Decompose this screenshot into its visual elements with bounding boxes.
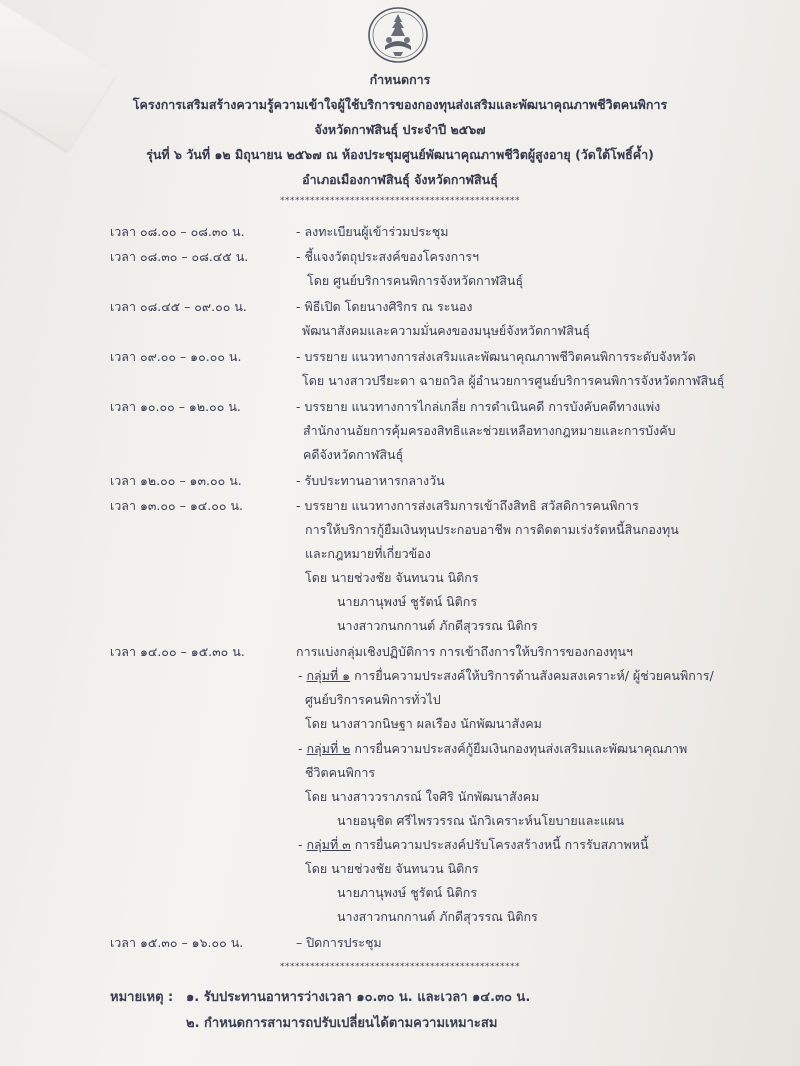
agenda-item: - พิธีเปิด โดยนางศิริกร ณ ระนอง — [296, 299, 473, 314]
speaker: นายภานุพงษ์ ชูรัตน์ นิติกร — [337, 885, 478, 900]
speaker: นางสาวกนกกานต์ ภักดีสุวรรณ นิติกร — [337, 909, 538, 924]
speaker: โดย นายช่วงชัย จันทนวน นิติกร — [305, 861, 479, 876]
agenda-item: - บรรยาย แนวทางการส่งเสริมและพัฒนาคุณภาพชีวิตคนพิการระดับจังหวัด — [296, 349, 696, 364]
agenda-item: - รับประทานอาหารกลางวัน — [296, 473, 445, 488]
agenda-detail: ศูนย์บริการคนพิการทั่วไป — [305, 692, 441, 707]
star-divider-top: ************************************************ — [280, 196, 520, 206]
agenda-detail: คดีจังหวัดกาฬสินธุ์ — [303, 447, 404, 462]
group-1: - กลุ่มที่ ๑ การยื่นความประสงค์ให้บริการด้านสังคมสงเคราะห์/ ผู้ช่วยคนพิการ/ — [298, 668, 714, 683]
group-2: - กลุ่มที่ ๒ การยื่นความประสงค์กู้ยืมเงินกองทุนส่งเสริมและพัฒนาคุณภาพ — [298, 741, 688, 756]
speaker: นายอนุชิต ศรีไพรวรรณ นักวิเคราะห์นโยบายและแผน — [337, 813, 625, 828]
agenda-item: - บรรยาย แนวทางการไกล่เกลี่ย การดำเนินคดี การบังคับคดีทางแพ่ง — [296, 399, 661, 414]
note-1: ๑. รับประทานอาหารว่างเวลา ๑๐.๓๐ น. และเวลา ๑๔.๓๐ น. — [186, 990, 531, 1005]
time-slot: เวลา ๐๘.๔๕ – ๐๙.๐๐ น. — [110, 299, 247, 314]
agenda-detail: การให้บริการกู้ยืมเงินทุนประกอบอาชีพ การติดตามเร่งรัดหนี้สินกองทุน — [305, 522, 679, 537]
group-label: กลุ่มที่ ๓ — [306, 837, 351, 852]
speaker: โดย นางสาววราภรณ์ ใจศิริ นักพัฒนาสังคม — [305, 789, 540, 804]
project-name: โครงการเสริมสร้างความรู้ความเข้าใจผู้ใช้บริการของกองทุนส่งเสริมและพัฒนาคุณภาพชีวิตคนพิการ — [132, 97, 668, 112]
agenda-detail: สำนักงานอัยการคุ้มครองสิทธิและช่วยเหลือทางกฎหมายและการบังคับ — [303, 423, 676, 438]
speaker: โดย นายช่วงชัย จันทนวน นิติกร — [305, 570, 479, 585]
agenda-item: - ชี้แจงวัตถุประสงค์ของโครงการฯ — [296, 249, 479, 264]
group-text: การยื่นความประสงค์ให้บริการด้านสังคมสงเคราะห์/ ผู้ช่วยคนพิการ/ — [350, 668, 714, 683]
time-slot: เวลา ๐๘.๓๐ – ๐๘.๔๕ น. — [110, 249, 249, 264]
group-3: - กลุ่มที่ ๓ การยื่นความประสงค์ปรับโครงสร้างหนี้ การรับสภาพหนี้ — [298, 837, 649, 852]
agenda-item: - บรรยาย แนวทางการส่งเสริมการเข้าถึงสิทธิ สวัสดิการคนพิการ — [296, 498, 639, 513]
note-2: ๒. กำหนดการสามารถปรับเปลี่ยนได้ตามความเหมาะสม — [186, 1016, 498, 1031]
note-prefix: หมายเหตุ : — [110, 990, 174, 1005]
speaker: นายภานุพงษ์ ชูรัตน์ นิติกร — [337, 594, 478, 609]
group-text: การยื่นความประสงค์ปรับโครงสร้างหนี้ การรับสภาพหนี้ — [350, 837, 649, 852]
agenda-detail: พัฒนาสังคมและความมั่นคงของมนุษย์จังหวัดกาฬสินธุ์ — [302, 323, 590, 338]
agenda-item: การแบ่งกลุ่มเชิงปฏิบัติการ การเข้าถึงการให้บริการของกองทุนฯ — [296, 644, 633, 659]
agenda-detail: โดย นางสาวปรียะดา ฉายถวิล ผู้อำนวยการศูนย์บริการคนพิการจังหวัดกาฬสินธุ์ — [302, 373, 725, 388]
star-divider-bottom: ************************************************ — [280, 962, 520, 972]
time-slot: เวลา ๑๓.๐๐ – ๑๔.๐๐ น. — [110, 498, 243, 513]
session-date-venue: รุ่นที่ ๖ วันที่ ๑๒ มิถุนายน ๒๕๖๗ ณ ห้องประชุมศูนย์พัฒนาคุณภาพชีวิตผู้สูงอายุ (วัดใต้โพธิ์ค้ำ) — [146, 147, 654, 162]
group-label: กลุ่มที่ ๑ — [306, 668, 351, 683]
time-slot: เวลา ๑๐.๐๐ – ๑๒.๐๐ น. — [110, 399, 241, 414]
time-slot: เวลา ๑๒.๐๐ – ๑๓.๐๐ น. — [110, 473, 242, 488]
province-year: จังหวัดกาฬสินธุ์ ประจำปี ๒๕๖๗ — [314, 122, 486, 137]
agenda-detail: และกฎหมายที่เกี่ยวข้อง — [305, 546, 431, 561]
speaker: โดย นางสาวกนิษฐา ผลเรือง นักพัฒนาสังคม — [305, 716, 542, 731]
group-text: การยื่นความประสงค์กู้ยืมเงินกองทุนส่งเสริมและพัฒนาคุณภาพ — [350, 741, 688, 756]
time-slot: เวลา ๐๙.๐๐ – ๑๐.๐๐ น. — [110, 349, 242, 364]
time-slot: เวลา ๐๘.๐๐ – ๐๘.๓๐ น. — [110, 224, 245, 239]
time-slot: เวลา ๑๔.๐๐ – ๑๕.๓๐ น. — [110, 644, 245, 659]
agenda-detail: โดย ศูนย์บริการคนพิการจังหวัดกาฬสินธุ์ — [307, 273, 524, 288]
agenda-detail: ชีวิตคนพิการ — [305, 765, 376, 780]
time-slot: เวลา ๑๕.๓๐ – ๑๖.๐๐ น. — [110, 935, 244, 950]
doc-title: กำหนดการ — [369, 72, 431, 87]
district: อำเภอเมืองกาฬสินธุ์ จังหวัดกาฬสินธุ์ — [302, 172, 498, 187]
group-label: กลุ่มที่ ๒ — [306, 741, 351, 756]
emblem-seal-icon — [367, 6, 429, 64]
speaker: นางสาวกนกกานต์ ภักดีสุวรรณ นิติกร — [337, 618, 538, 633]
agenda-item: – ปิดการประชุม — [296, 935, 382, 950]
agenda-item: - ลงทะเบียนผู้เข้าร่วมประชุม — [296, 224, 449, 239]
